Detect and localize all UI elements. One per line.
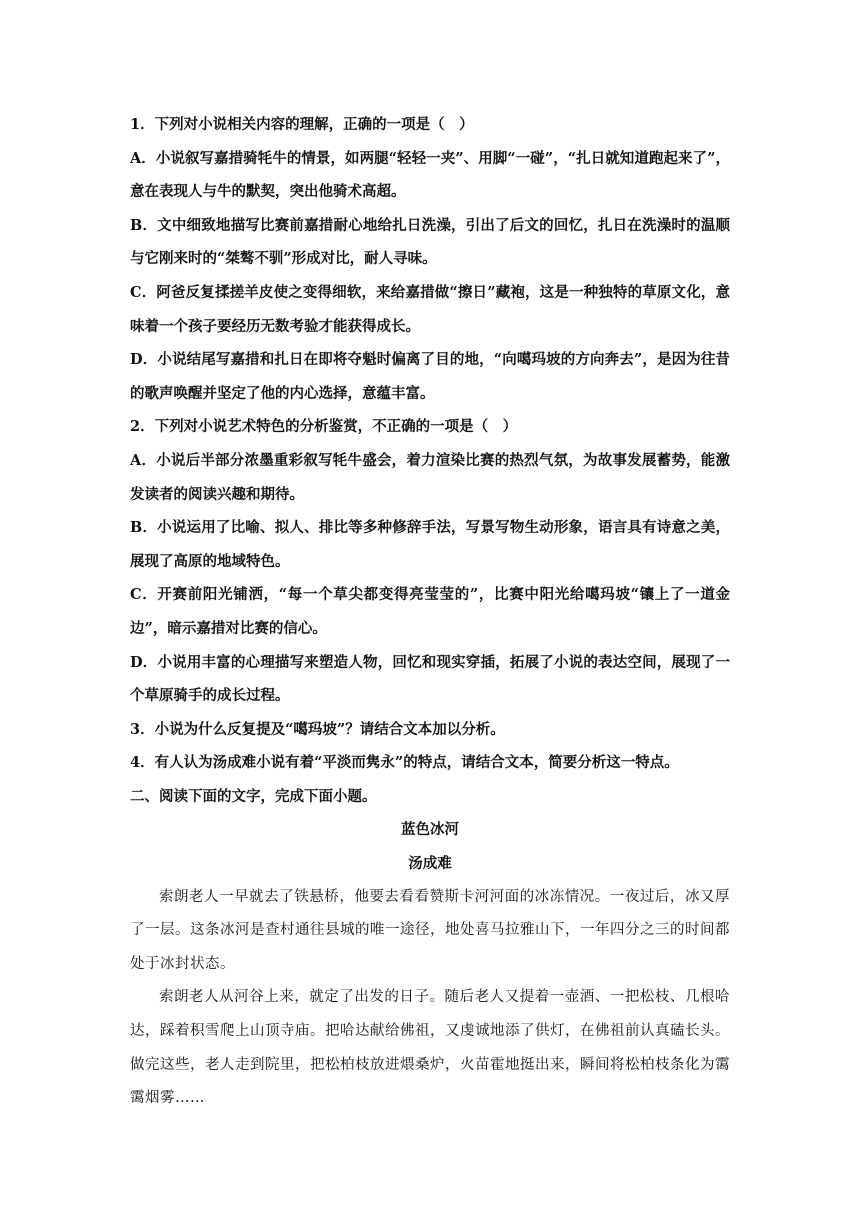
question-2-option-a: A．小说后半部分浓墨重彩叙写牦牛盛会，着力渲染比赛的热烈气氛，为故事发展蓄势，能激发读者的阅读兴趣和期待。 bbox=[130, 451, 730, 503]
question-2-stem: 2．下列对小说艺术特色的分析鉴赏，不正确的一项是（ ） bbox=[130, 418, 518, 436]
question-1-option-a: A．小说叙写嘉措骑牦牛的情景，如两腿“轻轻一夹”、用脚“一碰”，“扎日就知道跑起来了”，意在表现人与牛的默契，突出他骑术高超。 bbox=[130, 149, 730, 201]
document-content bbox=[130, 108, 730, 1116]
question-2-option-b: B．小说运用了比喻、拟人、排比等多种修辞手法，写景写物生动形象，语言具有诗意之美，展现了高原的地域特色。 bbox=[130, 519, 730, 570]
question-2-option-c: C．开赛前阳光铺洒，“每一个草尖都变得亮莹莹的”，比赛中阳光给噶玛坡“镶上了一道金边”，暗示嘉措对比赛的信心。 bbox=[130, 586, 730, 637]
article-paragraph-1: 索朗老人一早就去了铁悬桥，他要去看看赞斯卡河河面的冰冻情况。一夜过后，冰又厚了一层。这条冰河是查村通往县城的唯一途径，地处喜马拉雅山下，一年四分之三的时间都处于冰封状态。 bbox=[130, 888, 730, 972]
section-two-heading: 二、阅读下面的文字，完成下面小题。 bbox=[130, 787, 377, 805]
question-1-option-d: D．小说结尾写嘉措和扎日在即将夺魁时偏离了目的地，“向噶玛坡的方向奔去”，是因为往昔的歌声唤醒并坚定了他的内心选择，意蕴丰富。 bbox=[130, 351, 730, 402]
article-title: 蓝色冰河 bbox=[401, 821, 459, 839]
question-4-stem: 4．有人认为汤成难小说有着“平淡而隽永”的特点，请结合文本，简要分析这一特点。 bbox=[130, 754, 679, 772]
question-1-stem: 1．下列对小说相关内容的理解，正确的一项是（ ） bbox=[130, 116, 474, 133]
article-author: 汤成难 bbox=[408, 855, 452, 873]
question-3-stem: 3．小说为什么反复提及“噶玛坡”？请结合文本加以分析。 bbox=[130, 720, 505, 738]
question-2-option-d: D．小说用丰富的心理描写来塑造人物，回忆和现实穿插，拓展了小说的表达空间，展现了一个草原骑手的成长过程。 bbox=[130, 653, 730, 705]
question-1-option-b: B．文中细致地描写比赛前嘉措耐心地给扎日洗澡，引出了后文的回忆，扎日在洗澡时的温顺与它刚来时的“桀骜不驯”形成对比，耐人寻味。 bbox=[130, 216, 730, 268]
question-1-option-c: C．阿爸反复揉搓羊皮使之变得细软，来给嘉措做“擦日”藏袍，这是一种独特的草原文化，意味着一个孩子要经历无数考验才能获得成长。 bbox=[130, 283, 730, 335]
article-paragraph-2: 索朗老人从河谷上来，就定了出发的日子。随后老人又提着一壶酒、一把松枝、几根哈达，踩着积雪爬上山顶寺庙。把哈达献给佛祖，又虔诚地添了供灯，在佛祖前认真磕长头。做完这些，老人走到院里，把松柏枝放进煨桑炉，火苗霍地挺出来，瞬间将松柏枝条化为霭霭烟雾…… bbox=[130, 989, 730, 1107]
